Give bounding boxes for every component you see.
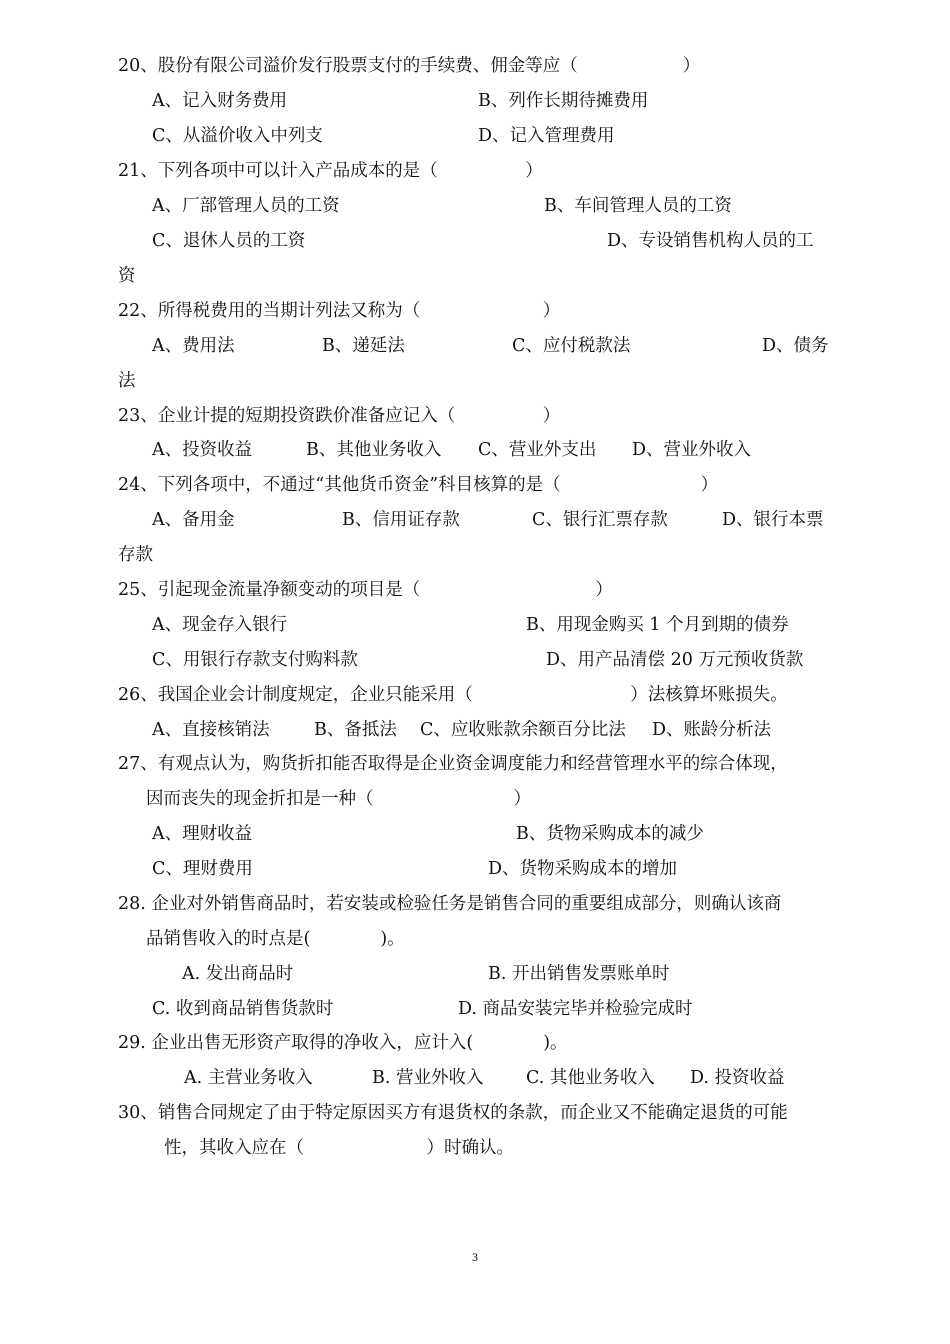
q24-option-a: A、备用金 [152, 510, 235, 530]
q21-option-b: B、车间管理人员的工资 [544, 196, 732, 216]
q27-stem-continuation: 因而丧失的现金折扣是一种（ ） [146, 789, 531, 809]
q26-option-c: C、应收账款余额百分比法 [420, 720, 626, 740]
q30-stem: 30、销售合同规定了由于特定原因买方有退货权的条款，而企业又不能确定退货的可能 [118, 1103, 788, 1123]
q22-option-d: D、债务 [762, 336, 829, 356]
q25-stem: 25、引起现金流量净额变动的项目是（ ） [118, 580, 613, 600]
q29-option-d: D. 投资收益 [690, 1068, 785, 1088]
q24-option-c: C、银行汇票存款 [532, 510, 668, 530]
q27-stem: 27、有观点认为，购货折扣能否取得是企业资金调度能力和经营管理水平的综合体现， [118, 754, 788, 774]
q23-stem: 23、企业计提的短期投资跌价准备应记入（ ） [118, 406, 561, 426]
q21-option-a: A、厂部管理人员的工资 [152, 196, 340, 216]
q26-option-b: B、备抵法 [314, 720, 397, 740]
q28-option-d: D. 商品安装完毕并检验完成时 [458, 999, 693, 1019]
q20-option-a: A、记入财务费用 [152, 91, 288, 111]
q20-option-d: D、记入管理费用 [478, 126, 615, 146]
q29-stem: 29. 企业出售无形资产取得的净收入，应计入( )。 [118, 1033, 568, 1053]
q20-option-b: B、列作长期待摊费用 [478, 91, 649, 111]
q28-stem-continuation: 品销售收入的时点是( )。 [146, 929, 405, 949]
q21-option-d: D、专设销售机构人员的工 [607, 231, 814, 251]
page-number: 3 [472, 1250, 478, 1264]
q21-stem: 21、下列各项中可以计入产品成本的是（ ） [118, 161, 543, 181]
q29-option-a: A. 主营业务收入 [184, 1068, 313, 1088]
q25-option-b: B、用现金购买 1 个月到期的债券 [526, 615, 789, 635]
q27-option-d: D、货物采购成本的增加 [488, 859, 678, 879]
q23-option-c: C、营业外支出 [478, 440, 597, 460]
q22-option-a: A、费用法 [152, 336, 235, 356]
q28-option-c: C. 收到商品销售货款时 [152, 999, 334, 1019]
q23-option-a: A、投资收益 [152, 440, 253, 460]
q24-option-d: D、银行本票 [722, 510, 824, 530]
q22-option-c: C、应付税款法 [512, 336, 631, 356]
q23-option-b: B、其他业务收入 [306, 440, 442, 460]
q25-option-c: C、用银行存款支付购料款 [152, 650, 358, 670]
q27-option-b: B、货物采购成本的减少 [516, 824, 704, 844]
q24-option-d-continuation: 存款 [118, 545, 153, 565]
q25-option-d: D、用产品清偿 20 万元预收货款 [546, 650, 804, 670]
q27-option-c: C、理财费用 [152, 859, 253, 879]
q24-option-b: B、信用证存款 [342, 510, 460, 530]
q20-stem: 20、股份有限公司溢价发行股票支付的手续费、佣金等应（ ） [118, 56, 701, 76]
q27-option-a: A、理财收益 [152, 824, 253, 844]
q23-option-d: D、营业外收入 [632, 440, 752, 460]
q22-option-d-continuation: 法 [118, 371, 136, 391]
q28-stem: 28. 企业对外销售商品时，若安装或检验任务是销售合同的重要组成部分，则确认该商 [118, 894, 782, 914]
q22-stem: 22、所得税费用的当期计列法又称为（ ） [118, 301, 561, 321]
q24-stem: 24、下列各项中，不通过“其他货币资金”科目核算的是（ ） [118, 475, 719, 495]
q28-option-a: A. 发出商品时 [182, 964, 294, 984]
q28-option-b: B. 开出销售发票账单时 [488, 964, 670, 984]
q29-option-b: B. 营业外收入 [372, 1068, 484, 1088]
q26-option-a: A、直接核销法 [152, 720, 270, 740]
q30-stem-continuation: 性，其收入应在（ ）时确认。 [164, 1138, 514, 1158]
q21-option-d-continuation: 资 [118, 266, 136, 286]
q22-option-b: B、递延法 [322, 336, 405, 356]
q26-option-d: D、账龄分析法 [652, 720, 772, 740]
q20-option-c: C、从溢价收入中列支 [152, 126, 323, 146]
q26-stem: 26、我国企业会计制度规定，企业只能采用（ ）法核算坏账损失。 [118, 685, 788, 705]
q21-option-c: C、退休人员的工资 [152, 231, 306, 251]
q29-option-c: C. 其他业务收入 [526, 1068, 655, 1088]
q25-option-a: A、现金存入银行 [152, 615, 288, 635]
